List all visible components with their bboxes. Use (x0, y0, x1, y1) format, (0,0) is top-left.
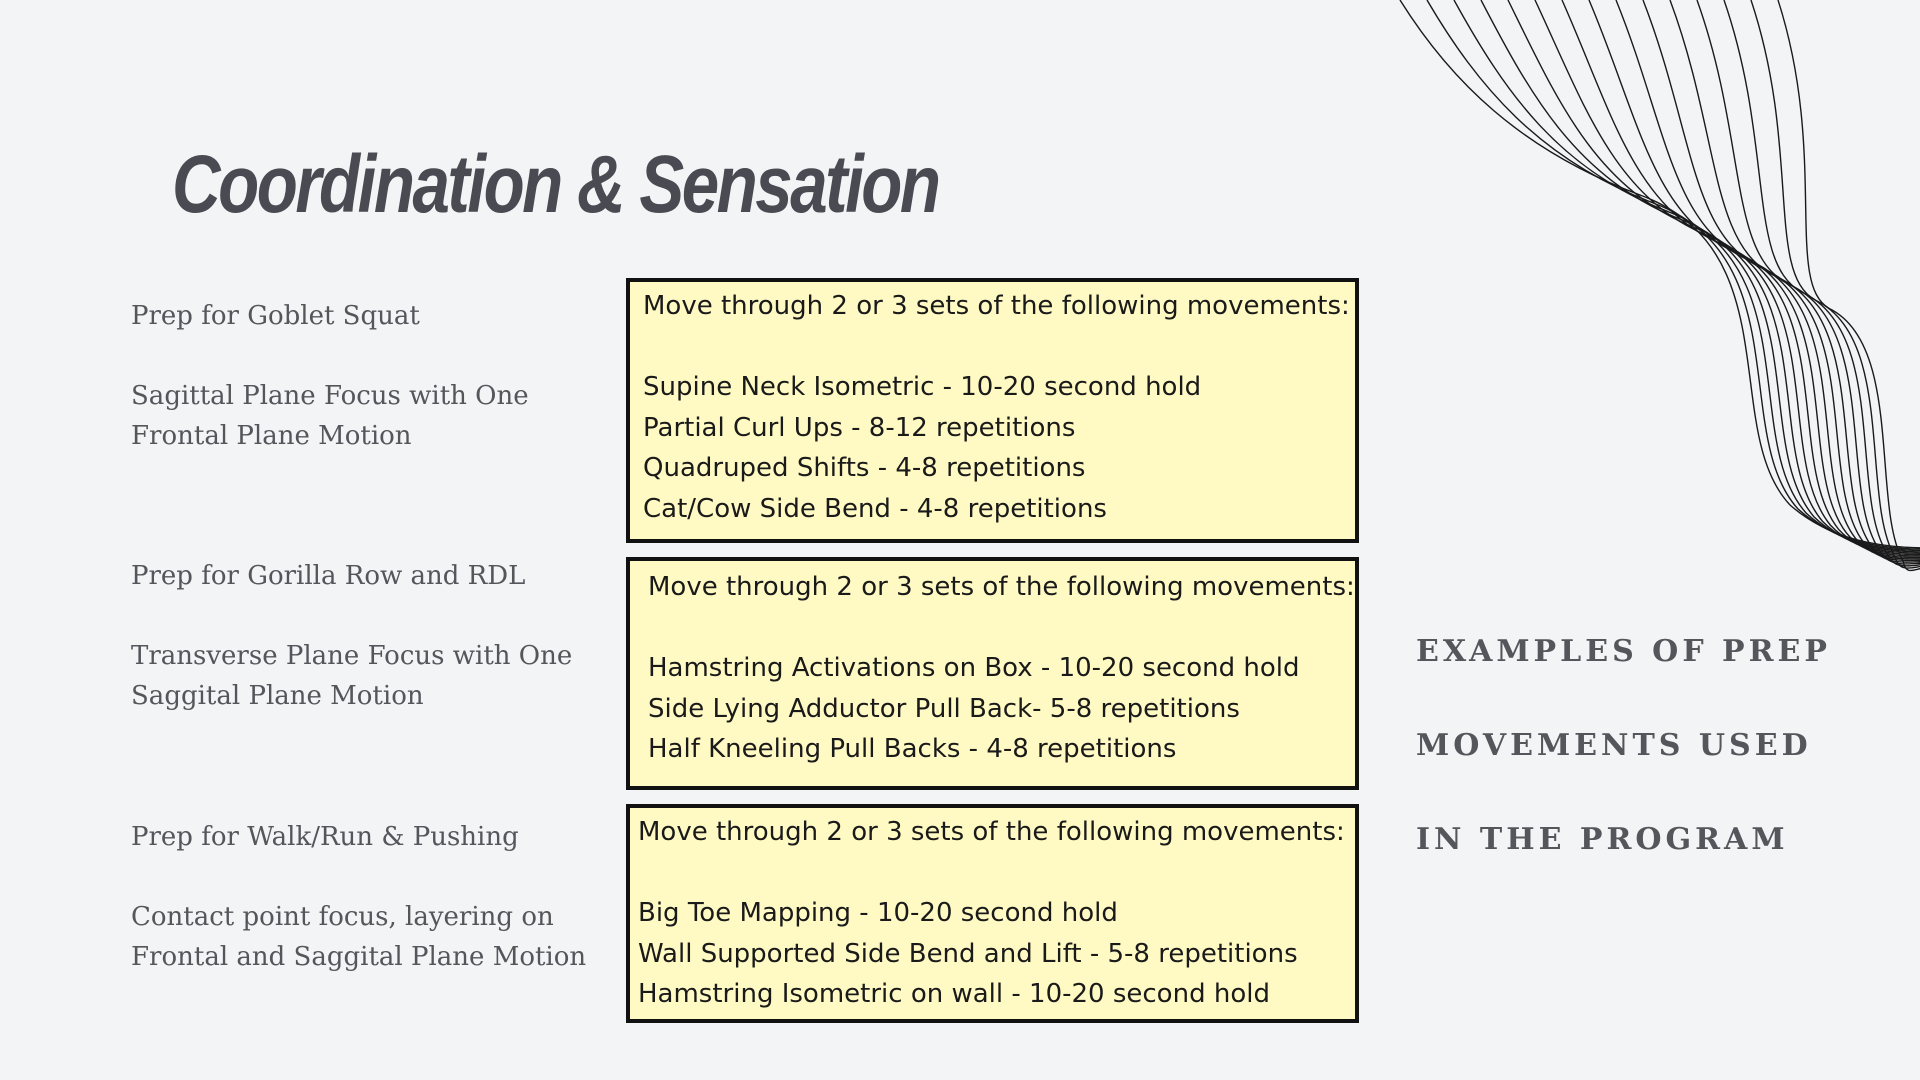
wave-line (1589, 0, 1920, 557)
movement-item: Partial Curl Ups - 8-12 repetitions (643, 412, 1076, 443)
box-intro: Move through 2 or 3 sets of the following movements: (643, 291, 1350, 321)
box-intro: Move through 2 or 3 sets of the following movements: (648, 572, 1355, 602)
movement-item: Wall Supported Side Bend and Lift - 5-8 repetitions (638, 938, 1298, 969)
side-note-line: IN THE PROGRAM (1416, 822, 1789, 857)
focus-label-3 (131, 897, 586, 977)
wave-line (1724, 0, 1920, 566)
movement-box-3 (626, 804, 1359, 1023)
wave-line (1616, 0, 1920, 559)
movement-item: Big Toe Mapping - 10-20 second hold (638, 898, 1118, 928)
movement-item: Hamstring Isometric on wall - 10-20 second hold (638, 979, 1270, 1009)
focus-line: Sagittal Plane Focus with One (131, 381, 529, 411)
focus-line: Contact point focus, layering on (131, 902, 554, 932)
wave-line (1670, 0, 1920, 562)
wave-line (1562, 0, 1920, 556)
movement-box-2 (626, 557, 1359, 790)
wave-line (1481, 0, 1920, 552)
focus-label-2 (131, 636, 572, 716)
prep-label-walk-run: Prep for Walk/Run & Pushing (131, 822, 519, 852)
spacer (643, 327, 1355, 368)
side-note-line: MOVEMENTS USED (1416, 728, 1812, 763)
focus-line: Transverse Plane Focus with One (131, 641, 573, 671)
focus-label-1 (131, 376, 529, 456)
focus-line: Frontal and Saggital Plane Motion (131, 942, 587, 972)
prep-label-goblet-squat: Prep for Goblet Squat (131, 301, 420, 331)
movement-item: Cat/Cow Side Bend - 4-8 repetitions (643, 493, 1107, 524)
spacer (648, 608, 1355, 649)
movement-box-1 (626, 278, 1359, 543)
spacer (638, 853, 1355, 894)
movement-item: Supine Neck Isometric - 10-20 second hold (643, 372, 1202, 402)
wave-line (1400, 0, 1920, 548)
focus-line: Saggital Plane Motion (131, 681, 424, 711)
wave-line (1751, 0, 1920, 568)
focus-line: Frontal Plane Motion (131, 421, 412, 451)
movement-item: Quadruped Shifts - 4-8 repetitions (643, 453, 1086, 483)
box-intro: Move through 2 or 3 sets of the following movements: (638, 817, 1345, 847)
wave-line (1778, 0, 1920, 571)
movement-item: Hamstring Activations on Box - 10-20 second hold (648, 653, 1300, 683)
page-title: Coordination & Sensation (172, 139, 939, 230)
side-note (1416, 581, 1856, 910)
side-note-line: EXAMPLES OF PREP (1416, 634, 1831, 669)
wave-line (1427, 0, 1920, 549)
movement-item: Side Lying Adductor Pull Back- 5-8 repetitions (648, 693, 1240, 724)
movement-item: Half Kneeling Pull Backs - 4-8 repetitions (648, 734, 1177, 764)
prep-label-gorilla-row: Prep for Gorilla Row and RDL (131, 561, 526, 591)
